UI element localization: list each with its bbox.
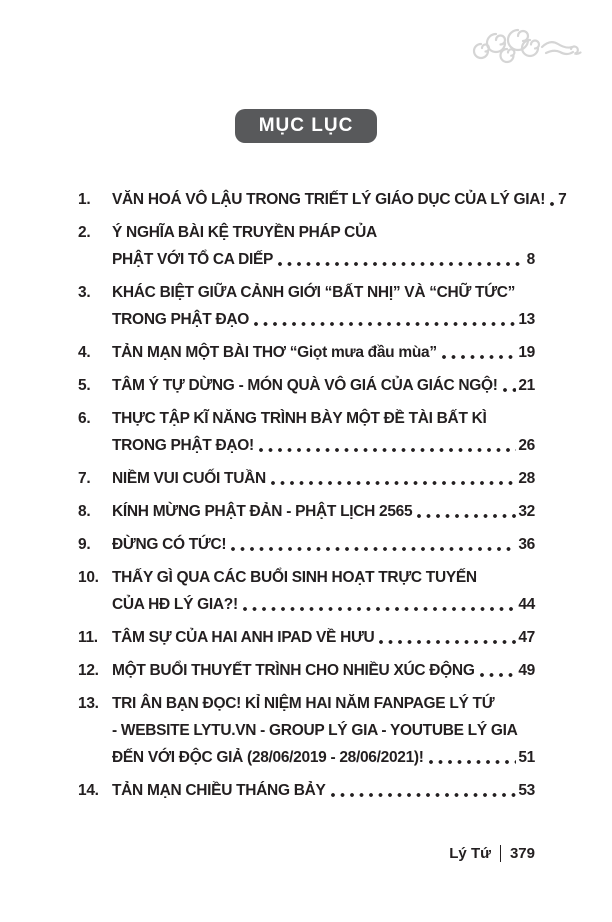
toc-item-number: 5. [78,377,91,394]
dotted-leader [442,355,517,359]
toc-item-content [112,405,535,459]
toc-entry-title: PHẬT VỚI TỔ CA DIẾP [112,251,274,268]
toc-entry-title: MỘT BUỔI THUYẾT TRÌNH CHO NHIỀU XÚC ĐỘNG [112,662,475,679]
toc-line [112,777,535,804]
toc-entry-title: - WEBSITE LYTU.VN - GROUP LÝ GIA - YOUTUBE LÝ GIA [112,722,518,739]
footer-author: Lý Tứ [449,845,491,862]
toc-item [78,657,535,684]
toc-item-content [112,219,535,273]
toc-item-content [112,624,535,651]
toc-page-number: 13 [518,311,535,328]
dotted-leader [259,448,516,452]
dotted-leader [503,388,517,392]
toc-entry-title: TRONG PHẬT ĐẠO! [112,437,254,454]
toc-item-content [112,777,535,804]
toc-entry-title: THỰC TẬP KĨ NĂNG TRÌNH BÀY MỘT ĐỀ TÀI BẤT KÌ [112,410,487,427]
toc-line [112,564,535,591]
toc-item-number: 4. [78,344,91,361]
toc-entry-title: KHÁC BIỆT GIỮA CẢNH GIỚI “BẤT NHỊ” VÀ “CHỮ TỨC” [112,284,516,301]
toc-entry-title: TÂM SỰ CỦA HAI ANH IPAD VỀ HƯU [112,629,375,646]
toc-entry-title: Ý NGHĨA BÀI KỆ TRUYỀN PHÁP CỦA [112,224,377,241]
toc-page-number: 49 [518,662,535,679]
toc-item-number: 13. [78,695,99,712]
dotted-leader [231,547,516,551]
toc-item [78,219,535,273]
toc-item-content [112,372,535,399]
toc-item [78,339,535,366]
toc-item-content [112,564,535,618]
toc-item [78,372,535,399]
toc-page-number: 7 [558,191,567,208]
toc-item [78,624,535,651]
toc-item-number: 1. [78,191,91,208]
toc-entry-title: TRONG PHẬT ĐẠO [112,311,250,328]
toc-line [112,279,535,306]
dotted-leader [379,640,516,644]
toc-item [78,531,535,558]
toc-line [112,306,535,333]
toc-item-number: 12. [78,662,99,679]
toc-line [112,591,535,618]
dotted-leader [331,793,517,797]
toc-item-number: 7. [78,470,91,487]
toc-page-number: 36 [518,536,535,553]
toc-item [78,405,535,459]
toc-item [78,186,567,213]
toc-entry-title: THẤY GÌ QUA CÁC BUỔI SINH HOẠT TRỰC TUYẾN [112,569,477,586]
toc-item-content [112,339,535,366]
toc-entry-title: NIỀM VUI CUỐI TUẦN [112,470,266,487]
toc-line [112,246,535,273]
dotted-leader [550,202,556,206]
toc-page-number: 8 [526,251,535,268]
toc-entry-title: KÍNH MỪNG PHẬT ĐẢN - PHẬT LỊCH 2565 [112,503,413,520]
toc-page-number: 51 [518,749,535,766]
toc-line [112,690,535,717]
dotted-leader [278,262,525,266]
toc-item-number: 14. [78,782,99,799]
toc-line [112,531,535,558]
footer-page-number: 379 [509,845,535,862]
toc-line [112,657,535,684]
toc-item-number: 3. [78,284,91,301]
toc-item [78,564,535,618]
toc-item [78,498,535,525]
dotted-leader [271,481,516,485]
dotted-leader [417,514,516,518]
toc-page-number: 28 [518,470,535,487]
toc-line [112,465,535,492]
toc-item [78,279,535,333]
toc-item [78,690,535,771]
toc-item-number: 8. [78,503,91,520]
toc-item-number: 10. [78,569,99,586]
toc-item-content [112,465,535,492]
toc-entry-title: TẢN MẠN CHIỀU THÁNG BẢY [112,782,326,799]
toc-line [112,186,567,213]
toc-entry-title: TẢN MẠN MỘT BÀI THƠ “Giọt mưa đầu mùa” [112,344,437,361]
dotted-leader [429,760,517,764]
toc-entry-title: VĂN HOÁ VÔ LẬU TRONG TRIẾT LÝ GIÁO DỤC CỦA LÝ GIA! [112,191,546,208]
toc-item [78,465,535,492]
toc-page-number: 32 [518,503,535,520]
toc-page-number: 21 [518,377,535,394]
page-footer [449,845,535,862]
toc-item-number: 11. [78,629,98,646]
dotted-leader [480,673,517,677]
toc-entry-title: ĐỪNG CÓ TỨC! [112,536,227,553]
toc-item-content [112,279,535,333]
cloud-ornament-icon [462,22,584,74]
toc-item [78,777,535,804]
page-title: MỤC LỤC [235,109,378,143]
toc-item-content [112,690,535,771]
toc-item-content [112,531,535,558]
toc-item-content [112,498,535,525]
toc-entry-title: CỦA HĐ LÝ GIA?! [112,596,238,613]
toc-line [112,624,535,651]
toc-line [112,744,535,771]
toc-item-number: 6. [78,410,91,427]
toc-page-number: 53 [518,782,535,799]
toc-line [112,219,535,246]
footer-separator [500,845,501,862]
toc-item-content [112,186,567,213]
toc-entry-title: ĐẾN VỚI ĐỘC GIẢ (28/06/2019 - 28/06/2021)! [112,749,424,766]
toc-item-content [112,657,535,684]
toc-page-number: 47 [518,629,535,646]
toc-list [78,186,567,810]
toc-item-number: 2. [78,224,91,241]
toc-entry-title: TÂM Ý TỰ DỪNG - MÓN QUÀ VÔ GIÁ CỦA GIÁC NGỘ! [112,377,498,394]
toc-line [112,405,535,432]
dotted-leader [243,607,517,611]
toc-entry-title: TRI ÂN BẠN ĐỌC! KỈ NIỆM HAI NĂM FANPAGE LÝ TỨ [112,695,495,712]
toc-item-number: 9. [78,536,91,553]
dotted-leader [254,322,516,326]
toc-line [112,432,535,459]
toc-page-number: 26 [518,437,535,454]
toc-line [112,339,535,366]
toc-line [112,717,535,744]
toc-line [112,498,535,525]
toc-page-number: 44 [518,596,535,613]
toc-page-number: 19 [518,344,535,361]
toc-line [112,372,535,399]
page-title-wrap [0,109,612,143]
